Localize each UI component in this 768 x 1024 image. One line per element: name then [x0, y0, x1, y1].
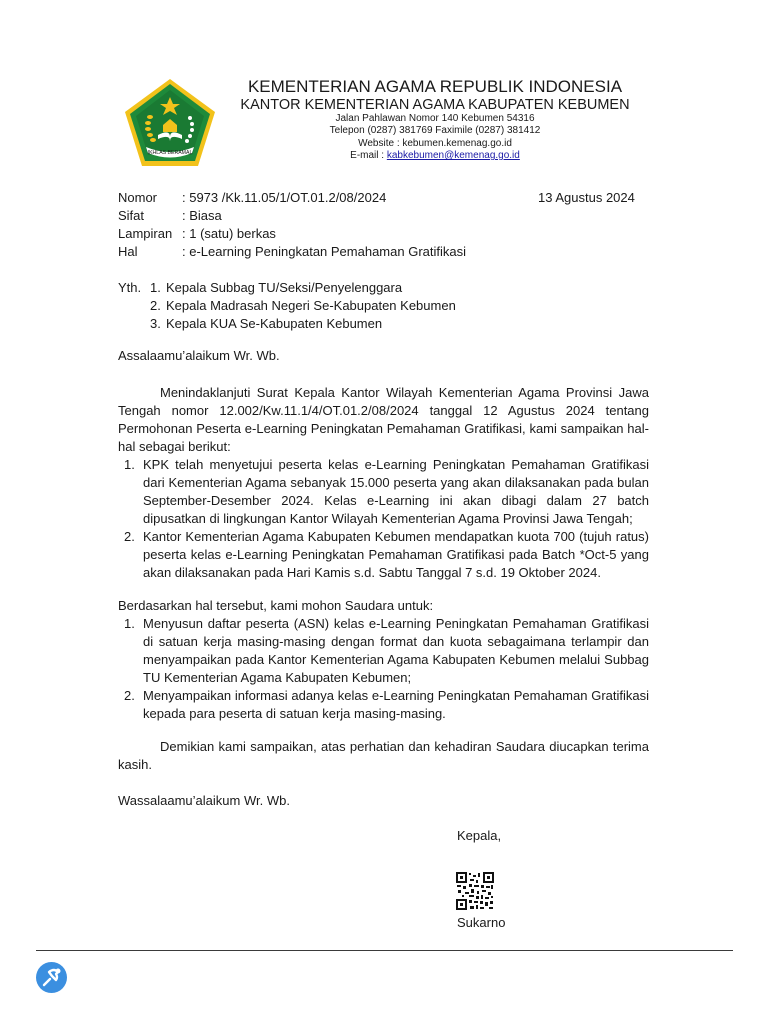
office-email	[225, 151, 645, 161]
list-number: 2.	[124, 529, 135, 544]
addressee-block	[118, 279, 638, 333]
ministry-title: KEMENTERIAN AGAMA REPUBLIK INDONESIA	[247, 77, 623, 96]
greeting: Assalaamu’alaikum Wr. Wb.	[118, 348, 280, 363]
list-number: 1.	[124, 616, 135, 631]
email-label: E-mail :	[350, 150, 387, 161]
meta-value: : Biasa	[182, 208, 222, 223]
requests-list	[118, 615, 649, 723]
list-item	[118, 528, 649, 582]
addressee-text: Kepala KUA Se-Kabupaten Kebumen	[166, 316, 383, 331]
request-intro: Berdasarkan hal tersebut, kami mohon Saudara untuk:	[118, 598, 434, 613]
list-text: Menyusun daftar peserta (ASN) kelas e-Learning Peningkatan Pemahaman Gratifikasi di satuan kerja masing-masing dengan format dan kuota sebagaimana terlampir dan menyampaikan pada Kantor Kementerian Agama Kabupaten Kebumen melalui Subbag TU Kementerian Agama Kabupaten Kebumen;	[143, 616, 649, 685]
office-website: Website : kebumen.kemenag.go.id	[358, 138, 512, 149]
meta-lampiran	[118, 225, 638, 243]
closing-paragraph: Demikian kami sampaikan, atas perhatian dan kehadiran Saudara diucapkan terima kasih.	[118, 739, 649, 772]
qr-code	[456, 872, 494, 910]
signature-title: Kepala,	[457, 828, 502, 843]
email-link[interactable]: kabkebumen@kemenag.go.id	[386, 150, 520, 161]
points-list	[118, 456, 649, 582]
office-phone: Telepon (0287) 381769 Faximile (0287) 381412	[329, 125, 541, 136]
kemenag-logo	[122, 77, 218, 169]
logo-motto: IKHLAS BERAMAL	[147, 150, 193, 156]
signer-name: Sukarno	[457, 915, 506, 930]
meta-label: Hal	[118, 244, 138, 259]
addressee-number: 2.	[150, 298, 161, 313]
farewell: Wassalaamu’alaikum Wr. Wb.	[118, 793, 290, 808]
app-badge[interactable]	[36, 962, 67, 993]
meta-label: Nomor	[118, 190, 158, 205]
addressee-number: 3.	[150, 316, 161, 331]
addressee-item	[118, 297, 638, 315]
list-item	[118, 615, 649, 687]
addressee-text: Kepala Madrasah Negeri Se-Kabupaten Kebumen	[166, 298, 456, 313]
meta-sifat	[118, 207, 638, 225]
list-text: Menyampaikan informasi adanya kelas e-Learning Peningkatan Pemahaman Gratifikasi kepada para peserta di satuan kerja masing-masing.	[143, 688, 649, 721]
meta-value: : 5973 /Kk.11.05/1/OT.01.2/08/2024	[182, 190, 387, 205]
meta-value: : 1 (satu) berkas	[182, 226, 276, 241]
letter-date: 13 Agustus 2024	[538, 190, 635, 205]
list-text: KPK telah menyetujui peserta kelas e-Learning Peningkatan Pemahaman Gratifikasi dari Kementerian Agama sebanyak 15.000 peserta yang akan dilaksanakan pada bulan September-Desember 2024. Kelas e-Learning ini akan dibagi dalam 27 batch dipusatkan di lingkungan Kantor Wilayah Kementerian Agama Provinsi Jawa Tengah;	[143, 457, 649, 526]
list-item	[118, 687, 649, 723]
list-text: Kantor Kementerian Agama Kabupaten Kebumen mendapatkan kuota 700 (tujuh ratus) peserta kelas e-Learning Peningkatan Pemahaman Gratifikasi pada Batch *Oct-5 yang akan dilaksanakan pada Hari Kamis s.d. Sabtu Tanggal 7 s.d. 19 Oktober 2024.	[143, 529, 649, 580]
addressee-text: Kepala Subbag TU/Seksi/Penyelenggara	[166, 280, 403, 295]
meta-label: Lampiran	[118, 226, 173, 241]
office-address: Jalan Pahlawan Nomor 140 Kebumen 54316	[335, 113, 535, 124]
addressee-item	[118, 279, 638, 297]
meta-hal	[118, 243, 638, 261]
list-item	[118, 456, 649, 528]
meta-value: : e-Learning Peningkatan Pemahaman Gratifikasi	[182, 244, 466, 259]
addressee-item	[118, 315, 638, 333]
document-app-icon	[36, 962, 67, 993]
intro-paragraph: Menindaklanjuti Surat Kepala Kantor Wilayah Kementerian Agama Provinsi Jawa Tengah nomor 12.002/Kw.11.1/4/OT.01.2/08/2024 tanggal 12 Agustus 2024 tentang Permohonan Peserta e-Learning Peningkatan Pemahaman Gratifikasi, kami sampaikan hal-hal sebagai berikut:	[118, 385, 649, 454]
footer-divider	[36, 950, 733, 951]
addressee-number: 1.	[150, 280, 161, 295]
office-title: KANTOR KEMENTERIAN AGAMA KABUPATEN KEBUMEN	[240, 97, 630, 113]
addressee-yth: Yth.	[118, 280, 142, 295]
list-number: 1.	[124, 457, 135, 472]
list-number: 2.	[124, 688, 135, 703]
meta-label: Sifat	[118, 208, 145, 223]
